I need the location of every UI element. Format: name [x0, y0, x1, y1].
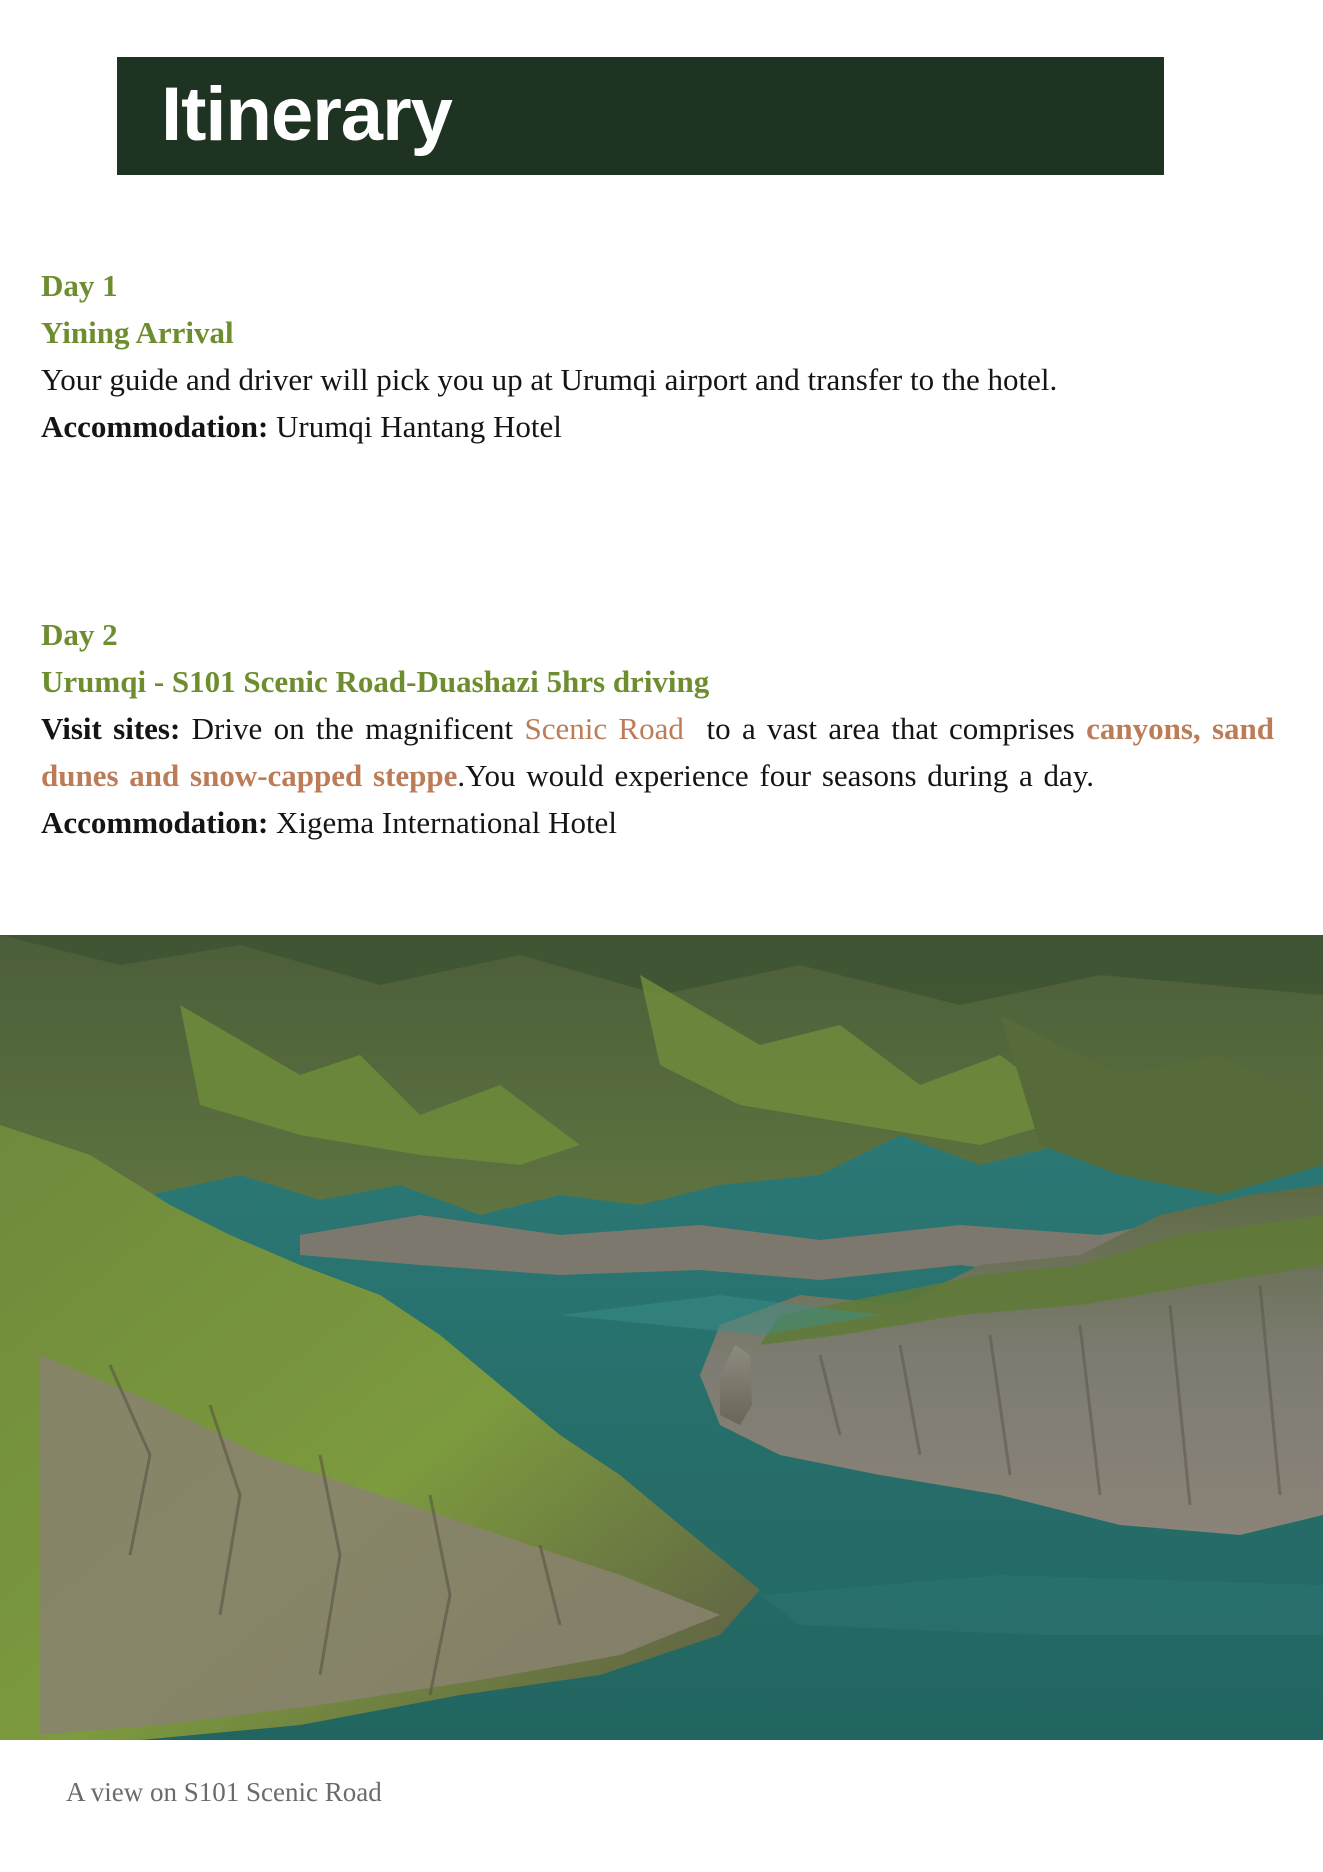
day-heading: Yining Arrival [41, 315, 234, 350]
visit-text: Drive on the magnificent [191, 711, 514, 746]
day-heading: Urumqi - S101 Scenic Road-Duashazi 5hrs driving [41, 664, 710, 699]
accommodation-value: Urumqi Hantang Hotel [276, 409, 562, 444]
accommodation-value: Xigema International Hotel [276, 805, 617, 840]
accommodation-line [41, 799, 1274, 846]
photo-caption: A view on S101 Scenic Road [66, 1777, 382, 1807]
day-1-section [41, 262, 1274, 450]
visit-sites-paragraph [41, 705, 1274, 799]
page-title: Itinerary [161, 72, 452, 157]
accommodation-line [41, 403, 1274, 450]
accommodation-label: Accommodation: [41, 805, 269, 840]
scenic-road-photo [0, 935, 1323, 1740]
accommodation-label: Accommodation: [41, 409, 269, 444]
day-label: Day 2 [41, 617, 118, 652]
visit-sites-label: Visit sites: [41, 711, 181, 746]
day-description: Your guide and driver will pick you up at Urumqi airport and transfer to the hotel. [41, 362, 1058, 397]
landscape-highlight: canyons, sand dunes and snow-capped steppe [41, 711, 1275, 793]
scenic-road-highlight: Scenic Road [524, 711, 684, 746]
day-2-section [41, 611, 1274, 846]
visit-text: to a vast area that comprises [706, 711, 1075, 746]
landscape-illustration [0, 935, 1323, 1740]
day-label: Day 1 [41, 268, 118, 303]
title-banner [117, 57, 1164, 175]
visit-text: .You would experience four seasons during a day. [457, 758, 1094, 793]
